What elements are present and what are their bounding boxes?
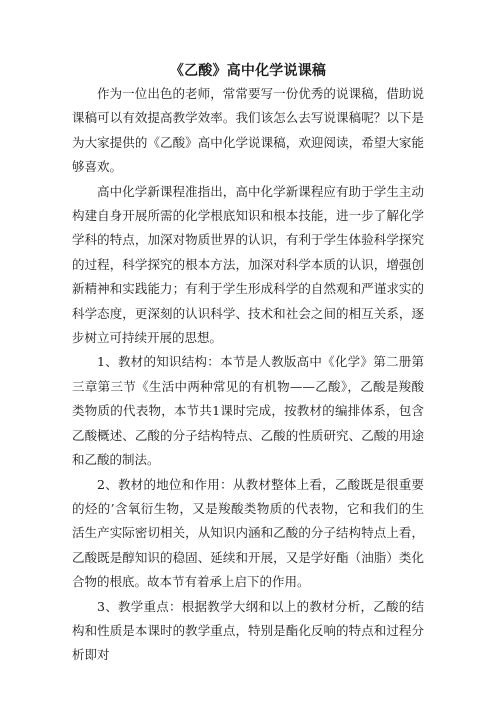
paragraph-status-role: 2、教材的地位和作用：从教材整体上看，乙酸既是很重要的烃的’含氧衍生物，又是羧酸类物质的代表物，它和我们的生活生产实际密切相关，从知识内涵和乙酸的分子结构特点上看，乙酸既是醇知识的稳固、延续和开展，又是学好酯（油脂）类化合物的根底。故本节有着承上启下的作用。 xyxy=(72,476,424,590)
paragraph-knowledge-structure: 1、教材的知识结构：本节是人教版高中《化学》第二册第三章第三节《生活中两种常见的有机物——乙酸》，乙酸是羧酸类物质的代表物，本节共1课时完成，按教材的编排体系，包含乙酸概述、乙酸的分子结构特点、乙酸的性质研究、乙酸的用途和乙酸的制法。 xyxy=(72,354,424,468)
document-title: 《乙酸》高中化学说课稿 xyxy=(169,63,327,79)
paragraph-intro: 作为一位出色的老师，常常要写一份优秀的说课稿，借助说课稿可以有效提高教学效率。我们该怎么去写说课稿呢？以下是为大家提供的《乙酸》高中化学说课稿，欢迎阅读，希望大家能够喜欢。 xyxy=(72,86,424,175)
paragraph-teaching-focus: 3、教学重点：根据教学大纲和以上的教材分析，乙酸的结构和性质是本课时的教学重点，特别是酯化反响的特点和过程分析即对 xyxy=(72,598,424,663)
document-body xyxy=(72,82,424,668)
paragraph-curriculum: 高中化学新课程准指出，高中化学新课程应有助于学生主动构建自身开展所需的化学根底知识和根本技能，进一步了解化学学科的特点，加深对物质世界的认识，有利于学生体验科学探究的过程，科学探究的根本方法，加深对科学本质的认识，增强创新精神和实践能力；有利于学生形成科学的自然观和严谨求实的科学态度，更深刻的认识科学、技术和社会之间的相互关系，逐步树立可持续开展的思想。 xyxy=(72,183,424,346)
